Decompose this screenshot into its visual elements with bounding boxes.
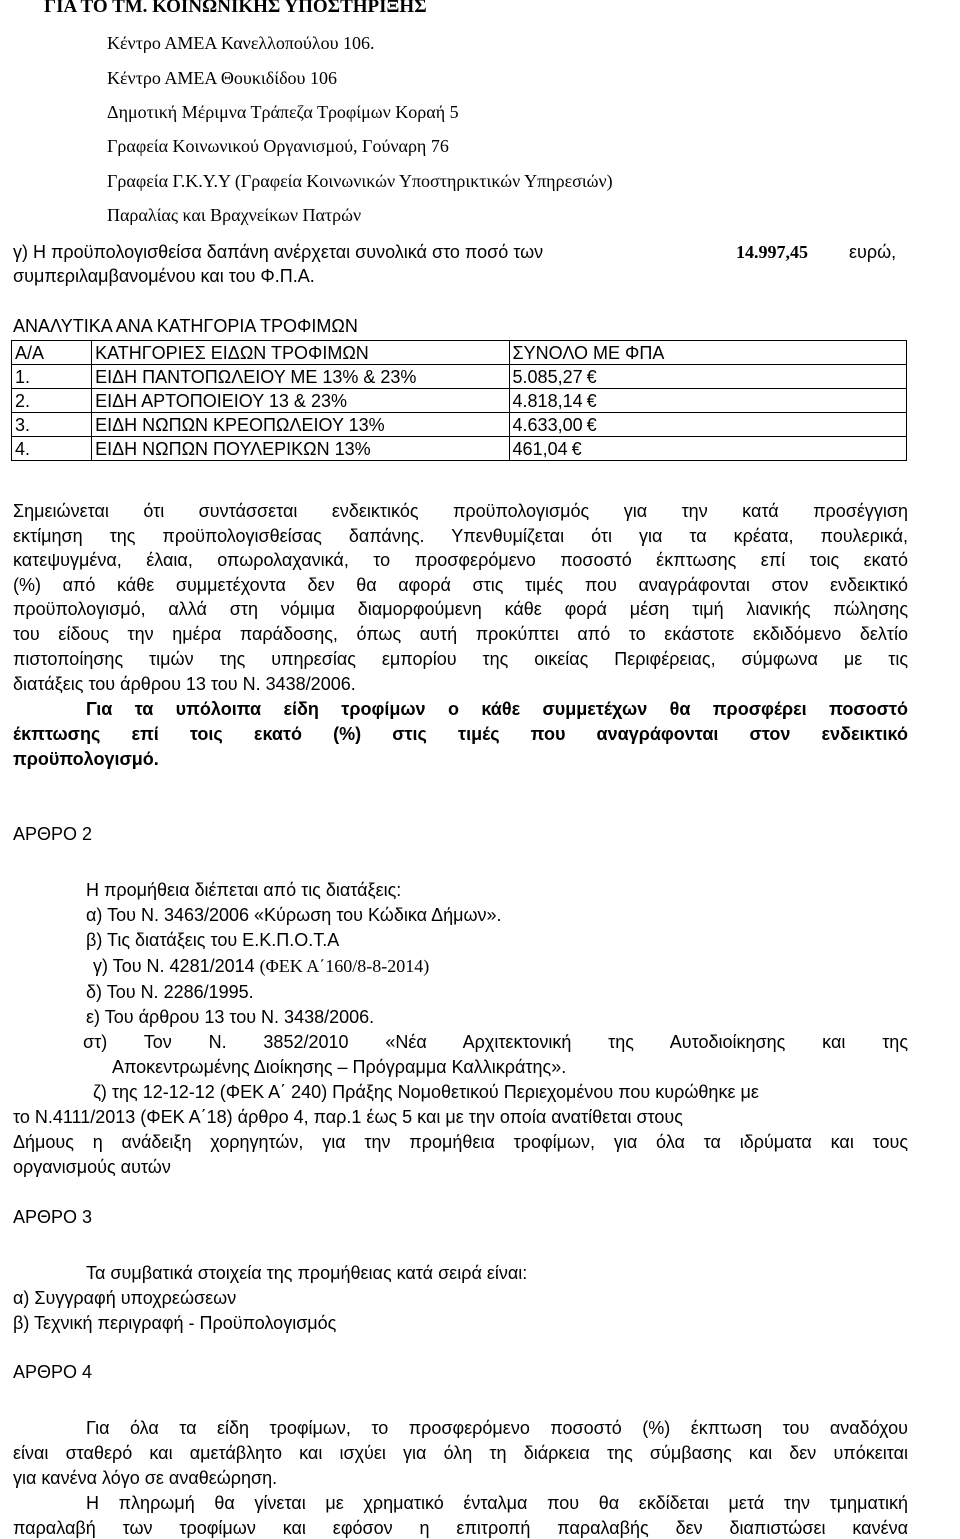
bold-note-line: έκπτωσης επί τοις εκατό (%) στις τιμές που αναγράφονται στον ενδεικτικό bbox=[13, 724, 908, 744]
article-item: γ) Του Ν. 4281/2014 (ΦΕΚ Α΄160/8-8-2014) bbox=[93, 956, 430, 976]
location-item: Γραφεία Γ.Κ.Υ.Υ (Γραφεία Κοινωνικών Υποστηρικτικών Υπηρεσιών) bbox=[107, 171, 613, 191]
article-item: ε) Του άρθρου 13 του Ν. 3438/2006. bbox=[86, 1007, 375, 1027]
budget-amount: 14.997,45 bbox=[736, 242, 808, 262]
note-line: διατάξεις του άρθρου 13 του Ν. 3438/2006. bbox=[13, 674, 356, 694]
article-item: το Ν.4111/2013 (ΦΕΚ Α΄18) άρθρο 4, παρ.1 έως 5 και με την οποία ανατίθεται στους bbox=[13, 1107, 683, 1127]
location-item: Κέντρο ΑΜΕΑ Θουκιδίδου 106 bbox=[107, 68, 337, 88]
location-item: Δημοτική Μέριμνα Τράπεζα Τροφίμων Κοραή 5 bbox=[107, 102, 459, 122]
article-intro: Η προμήθεια διέπεται από τις διατάξεις: bbox=[86, 880, 402, 900]
note-line: κατεψυγμένα, έλαια, οπωρολαχανικά, το προσφερόμενο ποσοστό έκπτωσης επί τοις εκατό bbox=[13, 550, 908, 570]
article-item: β) Τεχνική περιγραφή - Προϋπολογισμός bbox=[13, 1313, 337, 1333]
categories-table bbox=[11, 340, 907, 461]
column-header: ΚΑΤΗΓΟΡΙΕΣ ΕΙΔΩΝ ΤΡΟΦΙΜΩΝ bbox=[92, 341, 509, 365]
euro-icon: € bbox=[586, 390, 597, 411]
column-header: Α/Α bbox=[12, 341, 92, 365]
categories-title: ΑΝΑΛΥΤΙΚΑ ΑΝΑ ΚΑΤΗΓΟΡΙΑ ΤΡΟΦΙΜΩΝ bbox=[13, 316, 358, 336]
table-row bbox=[12, 437, 907, 461]
category-total: 4.633,00 € bbox=[509, 413, 906, 437]
budget-text-2: συμπεριλαμβανομένου και του Φ.Π.Α. bbox=[13, 266, 315, 286]
article-item: ζ) της 12-12-12 (ΦΕΚ Α΄ 240) Πράξης Νομοθετικού Περιεχομένου που κυρώθηκε με bbox=[93, 1082, 759, 1102]
column-header: ΣΥΝΟΛΟ ΜΕ ΦΠΑ bbox=[509, 341, 906, 365]
category-name: ΕΙΔΗ ΝΩΠΩΝ ΚΡΕΟΠΩΛΕΙΟΥ 13% bbox=[92, 413, 509, 437]
bold-note-line: προϋπολογισμό. bbox=[13, 749, 159, 769]
note-line: Σημειώνεται ότι συντάσσεται ενδεικτικός προϋπολογισμός για την κατά προσέγγιση bbox=[13, 501, 908, 521]
article-text: είναι σταθερό και αμετάβλητο και ισχύει για όλη τη διάρκεια της σύμβασης και δεν υπόκειται bbox=[13, 1443, 908, 1463]
note-line: εκτίμηση της προϋπολογισθείσας δαπάνης. Υπενθυμίζεται ότι για τα κρέατα, πουλερικά, bbox=[13, 526, 908, 546]
budget-currency: ευρώ, bbox=[849, 242, 897, 262]
row-number: 2. bbox=[12, 389, 92, 413]
article-text: Η πληρωμή θα γίνεται με χρηματικό ένταλμα που θα εκδίδεται μετά την τμηματική bbox=[86, 1493, 908, 1513]
note-line: πιστοποίησης τιμών της υπηρεσίας εμπορίου της οικείας Περιφέρειας, σύμφωνα με τις bbox=[13, 649, 908, 669]
article-text: Για όλα τα είδη τροφίμων, το προσφερόμενο ποσοστό (%) έκπτωση του αναδόχου bbox=[86, 1418, 908, 1438]
note-line: (%) από κάθε συμμετέχοντα δεν θα αφορά στις τιμές που αναγράφονται στον ενδεικτικό bbox=[13, 575, 908, 595]
article-item: Αποκεντρωμένης Διοίκησης – Πρόγραμμα Καλλικράτης». bbox=[112, 1057, 567, 1077]
table-row bbox=[12, 389, 907, 413]
article-intro: Τα συμβατικά στοιχεία της προμήθειας κατά σειρά είναι: bbox=[86, 1263, 528, 1283]
row-number: 3. bbox=[12, 413, 92, 437]
location-item: Γραφεία Κοινωνικού Οργανισμού, Γούναρη 76 bbox=[107, 136, 449, 156]
category-total: 5.085,27 € bbox=[509, 365, 906, 389]
location-item: Παραλίας και Βραχνείκων Πατρών bbox=[107, 205, 362, 225]
article-item: στ) Τον Ν. 3852/2010 «Νέα Αρχιτεκτονική της Αυτοδιοίκησης και της bbox=[83, 1032, 908, 1052]
budget-text: γ) Η προϋπολογισθείσα δαπάνη ανέρχεται συνολικά στο ποσό των bbox=[13, 242, 544, 262]
row-number: 4. bbox=[12, 437, 92, 461]
article-item: οργανισμούς αυτών bbox=[13, 1157, 171, 1177]
bold-note-line: Για τα υπόλοιπα είδη τροφίμων ο κάθε συμμετέχων θα προσφέρει ποσοστό bbox=[86, 699, 908, 719]
article-item: δ) Του Ν. 2286/1995. bbox=[86, 982, 254, 1002]
table-row bbox=[12, 413, 907, 437]
article-heading: ΑΡΘΡΟ 3 bbox=[13, 1207, 93, 1227]
location-item: Κέντρο ΑΜΕΑ Κανελλοπούλου 106. bbox=[107, 33, 375, 53]
note-line: προϋπολογισμό, αλλά στη νόμιμα διαμορφούμενη κάθε φορά μέση τιμή λιανικής πώλησης bbox=[13, 599, 908, 619]
article-heading: ΑΡΘΡΟ 2 bbox=[13, 824, 93, 844]
category-total: 461,04 € bbox=[509, 437, 906, 461]
row-number: 1. bbox=[12, 365, 92, 389]
category-name: ΕΙΔΗ ΠΑΝΤΟΠΩΛΕΙΟΥ ΜΕ 13% & 23% bbox=[92, 365, 509, 389]
euro-icon: € bbox=[586, 366, 597, 387]
article-item: β) Τις διατάξεις του Ε.Κ.Π.Ο.Τ.Α bbox=[86, 930, 340, 950]
article-item: Δήμους η ανάδειξη χορηγητών, για την προμήθεια τροφίμων, για όλα τα ιδρύματα και τους bbox=[13, 1132, 908, 1152]
article-heading: ΑΡΘΡΟ 4 bbox=[13, 1362, 93, 1382]
table-header-row bbox=[12, 341, 907, 365]
table-row bbox=[12, 365, 907, 389]
euro-icon: € bbox=[571, 438, 582, 459]
section-title: ΓΙΑ ΤΟ ΤΜ. ΚΟΙΝΩΝΙΚΗΣ ΥΠΟΣΤΗΡΙΞΗΣ bbox=[44, 0, 427, 17]
category-name: ΕΙΔΗ ΑΡΤΟΠΟΙΕΙΟΥ 13 & 23% bbox=[92, 389, 509, 413]
article-text: παραλαβή των τροφίμων και εφόσον η επιτροπή παραλαβής δεν διαπιστώσει κανένα bbox=[13, 1518, 908, 1538]
category-name: ΕΙΔΗ ΝΩΠΩΝ ΠΟΥΛΕΡΙΚΩΝ 13% bbox=[92, 437, 509, 461]
article-item: α) Συγγραφή υποχρεώσεων bbox=[13, 1288, 237, 1308]
note-line: του είδους την ημέρα παράδοσης, όπως αυτή προκύπτει από το εκάστοτε εκδιδόμενο δελτίο bbox=[13, 624, 908, 644]
category-total: 4.818,14 € bbox=[509, 389, 906, 413]
euro-icon: € bbox=[586, 414, 597, 435]
article-item: α) Του Ν. 3463/2006 «Κύρωση του Κώδικα Δήμων». bbox=[86, 905, 502, 925]
article-text: για κανένα λόγο σε αναθεώρηση. bbox=[13, 1468, 278, 1488]
